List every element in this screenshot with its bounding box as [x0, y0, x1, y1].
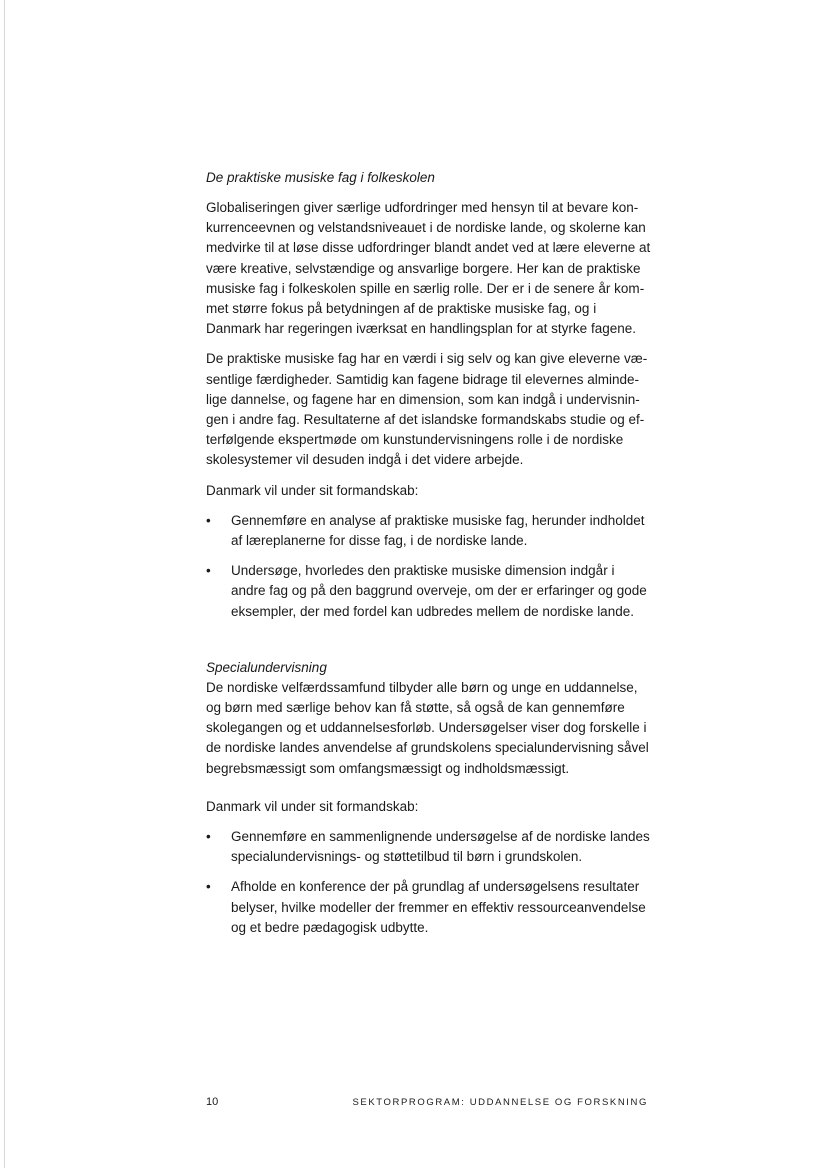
- section-heading: De praktiske musiske fag i folkeskolen: [206, 170, 435, 185]
- section-heading: Specialundervisning: [206, 659, 327, 675]
- running-title: SEKTORPROGRAM: UDDANNELSE OG FORSKNING: [352, 1097, 648, 1108]
- list-item-text: Undersøge, hvorledes den praktiske musiske dimension indgår i andre fag og på den baggrund overveje, om der er erfaringer og gode eksempler, der med fordel kan udbredes mellem de nordiske lande.: [231, 563, 647, 619]
- bullet-icon: •: [206, 563, 211, 579]
- bullet-icon: •: [206, 512, 211, 528]
- body-paragraph: De praktiske musiske fag har en værdi i sig selv og kan give eleverne væsentlige færdigheder. Samtidig kan fagene bidrage til elevernes almindelige dannelse, og fagene har en dimension, som kan indgå i undervisningen i andre fag. Resultaterne af det islandske formandskabs studie og efterfølgende ekspertmøde om kunstundervisningens rolle i de nordiske skolesystemer vil desuden indgå i det videre arbejde.: [206, 351, 648, 468]
- list-item: [206, 827, 652, 867]
- page-footer: [206, 1096, 648, 1112]
- list-intro: Danmark vil under sit formandskab:: [206, 798, 419, 814]
- section-specialundervisning: [206, 658, 652, 938]
- bullet-list: [206, 511, 652, 622]
- list-item-text: Afholde en konference der på grundlag af undersøgelsens resultater belyser, hvilke modeller der fremmer en effektiv ressourceanvendelse og et bedre pædagogisk udbytte.: [231, 879, 646, 935]
- list-item-text: Gennemføre en analyse af praktiske musiske fag, herunder indholdet af læreplanerne for disse fag, i de nordiske lande.: [231, 512, 645, 549]
- list-item-text: Gennemføre en sammenlignende undersøgelse af de nordiske landes specialundervisnings- og støttetilbud til børn i grundskolen.: [231, 829, 650, 865]
- body-paragraph: De nordiske velfærdssamfund tilbyder alle børn og unge en uddannelse, og børn med særlige behov kan få støtte, så også de kan gennemføre skolegangen og et uddannelsesforløb. Undersøgelser viser dog forskelle i de nordiske landes anvendelse af grundskolens specialundervisning såvel begrebsmæssigt som omfangsmæssigt og indholdsmæssigt.: [206, 679, 649, 776]
- bullet-icon: •: [206, 879, 211, 895]
- list-item: [206, 511, 652, 551]
- list-item: [206, 561, 652, 622]
- page-edge-line: [4, 0, 5, 1168]
- page-number: 10: [206, 1096, 219, 1108]
- list-item: [206, 877, 652, 938]
- list-intro: Danmark vil under sit formandskab:: [206, 482, 419, 498]
- section-praktiske-musiske-fag: [206, 168, 652, 622]
- bullet-list: [206, 827, 652, 938]
- document-body: [206, 168, 652, 948]
- bullet-icon: •: [206, 829, 211, 845]
- body-paragraph: Globaliseringen giver særlige udfordringer med hensyn til at bevare konkurrenceevnen og velstandsniveauet i de nordiske lande, og skolerne kan medvirke til at løse disse udfordringer blandt andet ved at lære eleverne at være kreative, selvstændige og ansvarlige borgere. Her kan de praktiske musiske fag i folkeskolen spille en særlig rolle. Der er i de senere år kommet større fokus på betydningen af de praktiske musiske fag, og i Danmark har regeringen iværksat en handlingsplan for at styrke fagene.: [206, 200, 651, 337]
